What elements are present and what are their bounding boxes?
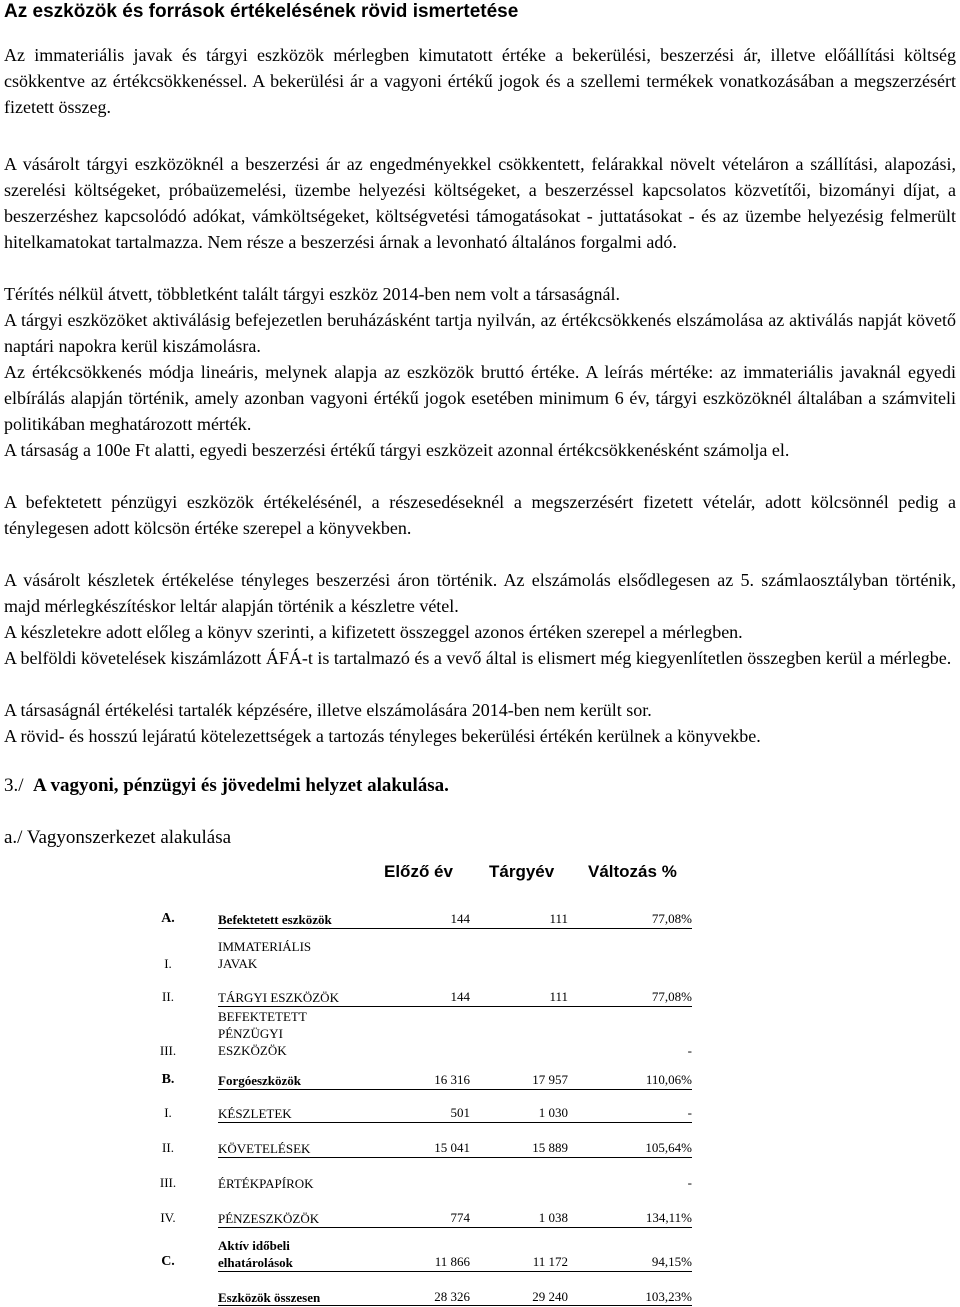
- row-prev: 144: [450, 911, 470, 926]
- paragraph-valuation-intro: Az immateriális javak és tárgyi eszközök mérlegben kimutatott értéke a bekerülési, beszerzési ár, illetve előállítási költség csökkentve az értékcsökkenéssel. A bekerülési ár a vagyoni értékű jogok és a szellemi termékek vonatkozásában a megszerzésért fizetett összeg.: [4, 45, 956, 117]
- row-underline: [218, 1271, 692, 1272]
- row-change: 77,08%: [651, 911, 692, 926]
- row-prev: 774: [450, 1210, 470, 1225]
- row-label: KÉSZLETEK: [218, 1106, 292, 1121]
- row-code: A.: [161, 911, 175, 926]
- row-label: KÖVETELÉSEK: [218, 1141, 311, 1156]
- col-header-prev-year: Előző év: [384, 862, 453, 881]
- row-code: C.: [161, 1254, 175, 1269]
- row-code: B.: [161, 1072, 175, 1087]
- row-prev: 15 041: [434, 1140, 470, 1155]
- row-prev: 144: [450, 989, 470, 1004]
- row-change: 110,06%: [645, 1072, 692, 1087]
- row-curr: 111: [549, 911, 568, 926]
- row-label: PÉNZESZKÖZÖK: [218, 1211, 320, 1226]
- row-change: 94,15%: [651, 1254, 692, 1269]
- row-curr: 1 038: [538, 1210, 568, 1225]
- row-underline: [218, 1157, 692, 1158]
- row-change: 134,11%: [645, 1210, 692, 1225]
- paragraph-receivables: A belföldi követelések kiszámlázott ÁFÁ-t is tartalmazó és a vevő által is elismert még kiegyenlítetlen összegben kerül a mérlegbe.: [4, 648, 952, 668]
- paragraph-advances: A készletekre adott előleg a könyv szerinti, a kifizetett összeggel azonos értéken szerepel a mérlegben.: [4, 622, 743, 642]
- row-change: -: [687, 1105, 692, 1120]
- row-prev: 28 326: [434, 1289, 470, 1304]
- paragraph-liabilities: A rövid- és hosszú lejáratú kötelezettségek a tartozás tényleges bekerülési értékén kerülnek a könyvekbe.: [4, 726, 761, 746]
- row-prev: 11 866: [434, 1254, 470, 1269]
- col-header-current-year: Tárgyév: [489, 862, 555, 881]
- row-curr: 1 030: [538, 1105, 568, 1120]
- row-curr: 111: [549, 989, 568, 1004]
- row-curr: 17 957: [532, 1072, 568, 1087]
- row-code: III.: [159, 1043, 177, 1058]
- section-3-title: A vagyoni, pénzügyi és jövedelmi helyzet alakulása.: [33, 775, 449, 796]
- row-code: II.: [162, 989, 174, 1004]
- row-change: 77,08%: [651, 989, 692, 1004]
- paragraph-depreciation: Az értékcsökkenés módja lineáris, melynek alapja az eszközök bruttó értéke. A leírás mértéke: az immateriális javaknál egyedi elbírálás alapján történik, amely azonban vagyoni értékű jogok esetében minimum 6 év, tárgyi eszközöknél általában a számviteli politikában meghatározott mérték.: [4, 362, 956, 434]
- row-label: Befektetett eszközök: [218, 912, 332, 927]
- row-prev: 16 316: [434, 1072, 470, 1087]
- section-3-number: 3./: [4, 775, 24, 796]
- row-underline: [218, 1089, 692, 1090]
- row-curr: 15 889: [532, 1140, 568, 1155]
- row-underline: [218, 1122, 692, 1123]
- row-label: BEFEKTETETT PÉNZÜGYI ESZKÖZÖK: [218, 1009, 307, 1058]
- row-code: II.: [162, 1140, 174, 1155]
- row-code: IV.: [160, 1210, 176, 1225]
- row-underline: [218, 1227, 692, 1228]
- row-underline: [218, 1305, 692, 1306]
- row-underline: [218, 1006, 692, 1007]
- paragraph-inventory: A vásárolt készletek értékelése tényleges beszerzési áron történik. Az elszámolás elsődlegesen az 5. számlaosztályban történik, majd mérlegkészítéskor leltár alapján történik a készletre vétel.: [4, 570, 956, 616]
- row-label: Forgóeszközök: [218, 1073, 302, 1088]
- paragraph-financial-assets: A befektetett pénzügyi eszközök értékelésénél, a részesedéseknél a megszerzésért fizetett vételár, adott kölcsönnél pedig a ténylegesen adott kölcsön értéke szerepel a könyvekben.: [4, 492, 956, 538]
- row-prev: 501: [450, 1105, 470, 1120]
- row-label: Eszközök összesen: [218, 1290, 321, 1305]
- row-change: -: [687, 1043, 692, 1058]
- row-code: III.: [159, 1175, 177, 1190]
- section-3-heading: [4, 774, 449, 798]
- row-code: I.: [164, 956, 172, 971]
- section-title: Az eszközök és források értékelésének rövid ismertetése: [4, 1, 519, 22]
- row-underline: [218, 928, 692, 929]
- row-label: Aktív időbeli elhatárolások: [218, 1238, 293, 1270]
- paragraph-activation: A tárgyi eszközöket aktiválásig befejezetlen beruházásként tartja nyilván, az értékcsökkenés elszámolása az aktiválás napját követő naptári napokra kerül kiszámolásra.: [4, 310, 956, 356]
- row-curr: 11 172: [532, 1254, 568, 1269]
- subsection-a-heading: a./ Vagyonszerkezet alakulása: [4, 827, 232, 848]
- row-change: -: [687, 1175, 692, 1190]
- row-label: TÁRGYI ESZKÖZÖK: [218, 990, 339, 1005]
- paragraph-free-assets: Térítés nélkül átvett, többletként talált tárgyi eszköz 2014-ben nem volt a társaságnál.: [4, 284, 620, 304]
- paragraph-revaluation: A társaságnál értékelési tartalék képzésére, illetve elszámolására 2014-ben nem került sor.: [4, 700, 652, 720]
- row-label: IMMATERIÁLIS JAVAK: [218, 939, 312, 971]
- col-header-change: Változás %: [588, 862, 677, 881]
- row-curr: 29 240: [532, 1289, 568, 1304]
- row-change: 103,23%: [645, 1289, 692, 1304]
- paragraph-purchase-price: A vásárolt tárgyi eszközöknél a beszerzési ár az engedményekkel csökkentett, felárakkal növelt vételáron a szállítási, alapozási, szerelési költségeket, próbaüzemelési, üzembe helyezési költségeket, a beszerzéssel kapcsolatos közvetítői, bizományi díjat, a beszerzéshez kapcsolódó adókat, vámköltségeket, költségvetési támogatásokat - juttatásokat - és az üzembe helyezésig felmerült hitelkamatokat tartalmazza. Nem része a beszerzési árnak a levonható általános forgalmi adó.: [4, 154, 956, 252]
- row-label: ÉRTÉKPAPÍROK: [218, 1176, 314, 1191]
- row-code: I.: [164, 1105, 172, 1120]
- paragraph-small-assets: A társaság a 100e Ft alatti, egyedi beszerzési értékű tárgyi eszközeit azonnal értékcsökkenésként számolja el.: [4, 440, 790, 460]
- row-change: 105,64%: [645, 1140, 692, 1155]
